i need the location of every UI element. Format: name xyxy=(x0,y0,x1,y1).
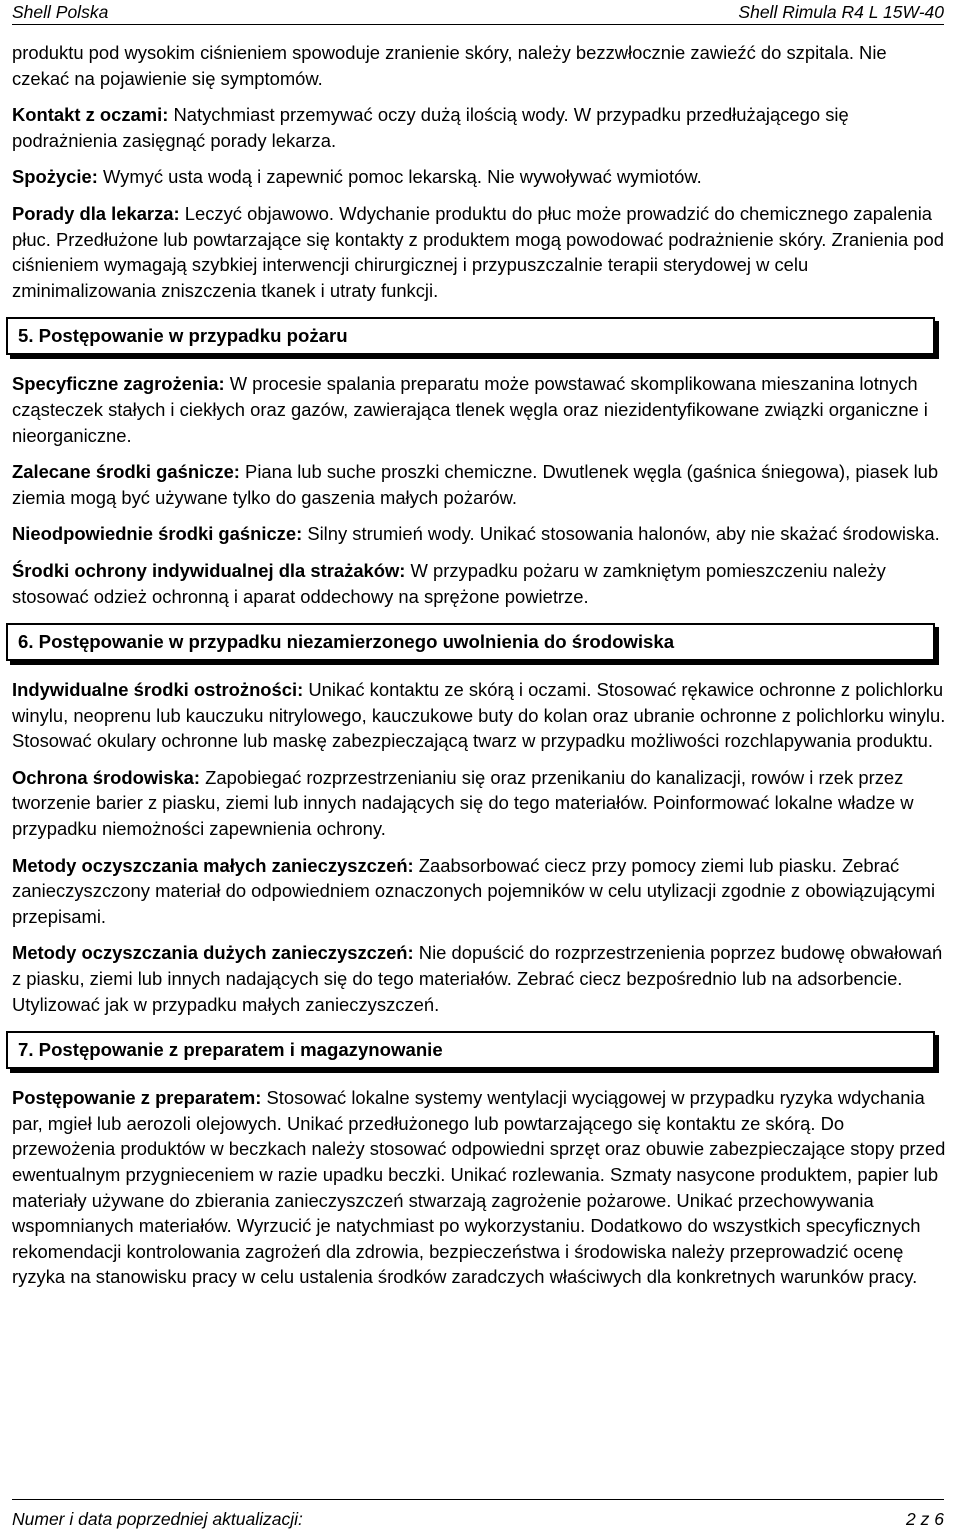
small-spill-paragraph xyxy=(12,853,946,930)
firefighter-ppe-paragraph xyxy=(12,558,946,609)
large-spill-text: Nie dopuścić do rozprzestrzenienia poprzez budowę obwałowań z piasku, ziemi lub innych nadających się do tego materiałów. Zebrać ciecz bezpośrednio lub na adsorbencie. Utylizować jak w przypadku małych zanieczyszczeń. xyxy=(12,942,943,1015)
handling-text: Stosować lokalne systemy wentylacji wyciągowej w przypadku ryzyka wdychania par, mgieł lub aerozoli olejowych. Unikać przedłużonego lub powtarzającego się kontaktu ze skórą. Do przewożenia produktów w beczkach należy stosować odpowiedni sprzęt oraz obuwie zabezpieczające stopy przed ewentualnym przygnieceniem w razie upadku beczki. Unikać rozlewania. Szmaty nasycone produktem, papier lub materiały używane do zbierania zanieczyszczeń stwarzają zagrożenie pożarowe. Unikać przechowywania wspomnianych materiałów. Wyrzucić je natychmiast po wykorzystaniu. Dodatkowo do wszystkich specyficznych rekomendacji kontrolowania zagrożeń dla zdrowia, bezpieczeństwa i środowiska należy przeprowadzić ocenę ryzyka na stanowisku pracy w celu ustalenia środków zaradczych właściwych dla konkretnych warunków pracy. xyxy=(12,1087,946,1288)
unsuitable-extinguishers-label: Nieodpowiednie środki gaśnicze: xyxy=(12,523,303,545)
environment-protection-label: Ochrona środowiska: xyxy=(12,766,201,788)
recommended-extinguishers-paragraph xyxy=(12,459,946,510)
header-product: Shell Rimula R4 L 15W-40 xyxy=(738,2,944,22)
unsuitable-extinguishers-text: Silny strumień wody. Unikać stosowania halonów, aby nie skażać środowiska. xyxy=(302,523,940,545)
section-5-heading: 5. Postępowanie w przypadku pożaru xyxy=(6,317,935,355)
ingestion-text: Wymyć usta wodą i zapewnić pomoc lekarską. Nie wywoływać wymiotów. xyxy=(97,166,702,188)
doctor-advice-paragraph xyxy=(12,201,946,303)
first-aid-continuation: produktu pod wysokim ciśnieniem spowoduje zranienie skóry, należy bezzwłocznie zawieźć do szpitala. Nie czekać na pojawienie się symptomów. xyxy=(12,42,887,89)
personal-precautions-text: Unikać kontaktu ze skórą i oczami. Stosować rękawice ochronne z polichlorku winylu, neoprenu lub kauczuku nitrylowego, kauczukowe buty do kolan oraz ubranie ochronne z polichlorku winylu. Stosować okulary ochronne lub maskę zabezpieczającą twarz w przypadku możliwości rozchlapywania produktu. xyxy=(12,679,946,752)
recommended-extinguishers-text: Piana lub suche proszki chemiczne. Dwutlenek węgla (gaśnica śniegowa), piasek lub ziemia mogą być używane tylko do gaszenia małych pożarów. xyxy=(12,461,939,508)
firefighter-ppe-label: Środki ochrony indywidualnej dla strażaków: xyxy=(12,559,406,581)
unsuitable-extinguishers-paragraph xyxy=(12,521,946,547)
section-7-heading: 7. Postępowanie z preparatem i magazynowanie xyxy=(6,1031,935,1069)
handling-paragraph xyxy=(12,1085,946,1290)
doctor-advice-text: Leczyć objawowo. Wdychanie produktu do płuc może prowadzić do chemicznego zapalenia płuc. Przedłużone lub powtarzające się kontakty z produktem mogą powodować podrażnienie skóry. Zranienia pod ciśnieniem wymagają szybkiej interwencji chirurgicznej i przypuszczalnie terapii sterydowej w celu zminimalizowania zniszczenia tkanek i utraty funkcji. xyxy=(12,202,944,301)
specific-hazards-paragraph xyxy=(12,371,946,448)
page-number: 2 z 6 xyxy=(906,1509,944,1529)
ingestion-label: Spożycie: xyxy=(12,166,98,188)
document-body xyxy=(12,40,946,1301)
personal-precautions-paragraph xyxy=(12,677,946,754)
environment-protection-text: Zapobiegać rozprzestrzenianiu się oraz przenikaniu do kanalizacji, rowów i rzek przez tworzenie barier z piasku, ziemi lub innych nadających się do tego materiałów. Poinformować lokalne władze w przypadku niemożności zapewnienia ochrony. xyxy=(12,766,914,840)
eye-contact-label: Kontakt z oczami: xyxy=(12,104,169,126)
page-header xyxy=(12,0,944,25)
header-company: Shell Polska xyxy=(12,2,109,22)
environment-protection-paragraph xyxy=(12,765,946,842)
ingestion-paragraph xyxy=(12,164,946,190)
small-spill-text: Zaabsorbować ciecz przy pomocy ziemi lub piasku. Zebrać zanieczyszczony materiał do odpowiedniem oznaczonych pojemników w celu utylizacji zgodnie z obowiązującymi przepisami. xyxy=(12,854,936,927)
small-spill-label: Metody oczyszczania małych zanieczyszczeń: xyxy=(12,854,414,876)
personal-precautions-label: Indywidualne środki ostrożności: xyxy=(12,679,304,701)
footer-revision-label: Numer i data poprzedniej aktualizacji: xyxy=(12,1509,303,1529)
large-spill-label: Metody oczyszczania dużych zanieczyszczeń: xyxy=(12,942,414,964)
doctor-advice-label: Porady dla lekarza: xyxy=(12,202,180,224)
eye-contact-text: Natychmiast przemywać oczy dużą ilością wody. W przypadku przedłużającego się podrażnienia zasięgnąć porady lekarza. xyxy=(12,104,849,151)
recommended-extinguishers-label: Zalecane środki gaśnicze: xyxy=(12,461,240,483)
large-spill-paragraph xyxy=(12,940,946,1017)
firefighter-ppe-text: W przypadku pożaru w zamkniętym pomieszczeniu należy stosować odzież ochronną i aparat oddechowy na sprężone powietrze. xyxy=(12,559,886,607)
section-6-heading: 6. Postępowanie w przypadku niezamierzonego uwolnienia do środowiska xyxy=(6,623,935,661)
specific-hazards-text: W procesie spalania preparatu może powstawać skomplikowana mieszanina lotnych cząsteczek stałych i ciekłych oraz gazów, zawierająca tlenek węgla oraz niezidentyfikowane związki organiczne i nieorganiczne. xyxy=(12,373,928,446)
handling-label: Postępowanie z preparatem: xyxy=(12,1087,262,1109)
eye-contact-paragraph xyxy=(12,102,946,153)
specific-hazards-label: Specyficzne zagrożenia: xyxy=(12,373,225,395)
page-footer xyxy=(12,1499,944,1530)
